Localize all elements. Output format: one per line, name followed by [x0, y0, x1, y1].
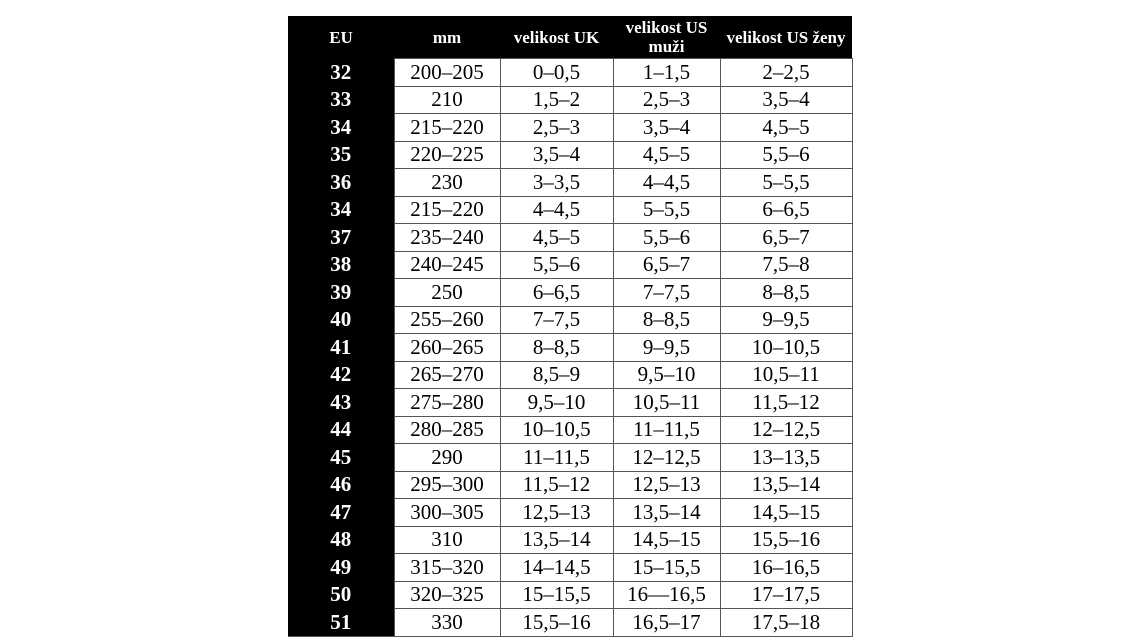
cell-us-men: 12,5–13: [613, 471, 720, 499]
cell-mm: 255–260: [394, 306, 500, 334]
cell-uk: 11–11,5: [500, 444, 613, 472]
cell-eu: 38: [288, 251, 394, 279]
cell-us-men: 5,5–6: [613, 224, 720, 252]
cell-uk: 1,5–2: [500, 86, 613, 114]
cell-us-women: 13–13,5: [720, 444, 852, 472]
cell-uk: 10–10,5: [500, 416, 613, 444]
cell-mm: 235–240: [394, 224, 500, 252]
cell-us-women: 3,5–4: [720, 86, 852, 114]
cell-eu: 34: [288, 114, 394, 142]
cell-us-women: 12–12,5: [720, 416, 852, 444]
cell-mm: 210: [394, 86, 500, 114]
header-us-women: velikost US ženy: [720, 16, 852, 59]
cell-eu: 41: [288, 334, 394, 362]
header-us-men: velikost US muži: [613, 16, 720, 59]
cell-us-men: 15–15,5: [613, 554, 720, 582]
header-eu: EU: [288, 16, 394, 59]
cell-uk: 3,5–4: [500, 141, 613, 169]
table-row: [288, 196, 852, 224]
table-row: [288, 471, 852, 499]
cell-us-women: 9–9,5: [720, 306, 852, 334]
cell-us-men: 1–1,5: [613, 59, 720, 87]
table-row: [288, 169, 852, 197]
table-header-row: [288, 16, 852, 59]
cell-us-men: 5–5,5: [613, 196, 720, 224]
cell-us-women: 6,5–7: [720, 224, 852, 252]
cell-us-women: 14,5–15: [720, 499, 852, 527]
cell-us-men: 9–9,5: [613, 334, 720, 362]
cell-uk: 9,5–10: [500, 389, 613, 417]
cell-us-women: 5,5–6: [720, 141, 852, 169]
cell-us-women: 4,5–5: [720, 114, 852, 142]
cell-us-men: 7–7,5: [613, 279, 720, 307]
cell-us-men: 9,5–10: [613, 361, 720, 389]
cell-eu: 47: [288, 499, 394, 527]
cell-us-men: 14,5–15: [613, 526, 720, 554]
cell-mm: 220–225: [394, 141, 500, 169]
cell-eu: 46: [288, 471, 394, 499]
cell-us-men: 16—16,5: [613, 581, 720, 609]
cell-uk: 2,5–3: [500, 114, 613, 142]
cell-mm: 200–205: [394, 59, 500, 87]
table-row: [288, 114, 852, 142]
cell-mm: 260–265: [394, 334, 500, 362]
cell-us-men: 3,5–4: [613, 114, 720, 142]
cell-eu: 39: [288, 279, 394, 307]
table-row: [288, 361, 852, 389]
cell-mm: 300–305: [394, 499, 500, 527]
cell-uk: 5,5–6: [500, 251, 613, 279]
cell-uk: 15,5–16: [500, 609, 613, 637]
cell-eu: 36: [288, 169, 394, 197]
cell-uk: 4,5–5: [500, 224, 613, 252]
cell-us-men: 8–8,5: [613, 306, 720, 334]
cell-eu: 37: [288, 224, 394, 252]
cell-eu: 45: [288, 444, 394, 472]
table-row: [288, 554, 852, 582]
cell-eu: 33: [288, 86, 394, 114]
table-row: [288, 306, 852, 334]
cell-uk: 6–6,5: [500, 279, 613, 307]
cell-us-women: 8–8,5: [720, 279, 852, 307]
cell-eu: 49: [288, 554, 394, 582]
cell-eu: 40: [288, 306, 394, 334]
cell-mm: 215–220: [394, 196, 500, 224]
cell-uk: 11,5–12: [500, 471, 613, 499]
cell-us-women: 11,5–12: [720, 389, 852, 417]
cell-uk: 4–4,5: [500, 196, 613, 224]
cell-us-men: 13,5–14: [613, 499, 720, 527]
cell-us-men: 10,5–11: [613, 389, 720, 417]
cell-uk: 3–3,5: [500, 169, 613, 197]
cell-uk: 13,5–14: [500, 526, 613, 554]
cell-eu: 44: [288, 416, 394, 444]
table-row: [288, 334, 852, 362]
header-mm: mm: [394, 16, 500, 59]
table-row: [288, 499, 852, 527]
cell-mm: 290: [394, 444, 500, 472]
cell-eu: 35: [288, 141, 394, 169]
cell-uk: 8,5–9: [500, 361, 613, 389]
cell-us-men: 4,5–5: [613, 141, 720, 169]
table-row: [288, 609, 852, 637]
table-row: [288, 141, 852, 169]
table-row: [288, 279, 852, 307]
cell-uk: 0–0,5: [500, 59, 613, 87]
cell-mm: 280–285: [394, 416, 500, 444]
cell-us-men: 12–12,5: [613, 444, 720, 472]
cell-mm: 330: [394, 609, 500, 637]
table-row: [288, 581, 852, 609]
cell-eu: 43: [288, 389, 394, 417]
cell-us-women: 7,5–8: [720, 251, 852, 279]
cell-uk: 12,5–13: [500, 499, 613, 527]
table-row: [288, 59, 852, 87]
table-row: [288, 526, 852, 554]
cell-mm: 295–300: [394, 471, 500, 499]
cell-mm: 320–325: [394, 581, 500, 609]
cell-us-men: 2,5–3: [613, 86, 720, 114]
cell-uk: 8–8,5: [500, 334, 613, 362]
header-uk: velikost UK: [500, 16, 613, 59]
cell-uk: 15–15,5: [500, 581, 613, 609]
cell-us-women: 5–5,5: [720, 169, 852, 197]
cell-eu: 34: [288, 196, 394, 224]
cell-eu: 42: [288, 361, 394, 389]
cell-us-women: 13,5–14: [720, 471, 852, 499]
cell-us-women: 10–10,5: [720, 334, 852, 362]
cell-uk: 14–14,5: [500, 554, 613, 582]
table-row: [288, 389, 852, 417]
cell-us-women: 6–6,5: [720, 196, 852, 224]
cell-uk: 7–7,5: [500, 306, 613, 334]
cell-us-women: 2–2,5: [720, 59, 852, 87]
cell-mm: 250: [394, 279, 500, 307]
cell-mm: 215–220: [394, 114, 500, 142]
cell-eu: 48: [288, 526, 394, 554]
table-row: [288, 444, 852, 472]
cell-mm: 230: [394, 169, 500, 197]
cell-mm: 240–245: [394, 251, 500, 279]
cell-us-men: 11–11,5: [613, 416, 720, 444]
table-row: [288, 416, 852, 444]
cell-us-men: 4–4,5: [613, 169, 720, 197]
cell-eu: 50: [288, 581, 394, 609]
cell-us-men: 6,5–7: [613, 251, 720, 279]
cell-us-women: 17,5–18: [720, 609, 852, 637]
size-conversion-table: [288, 16, 853, 637]
cell-us-women: 17–17,5: [720, 581, 852, 609]
cell-us-women: 15,5–16: [720, 526, 852, 554]
table-row: [288, 251, 852, 279]
cell-us-men: 16,5–17: [613, 609, 720, 637]
cell-us-women: 10,5–11: [720, 361, 852, 389]
cell-mm: 310: [394, 526, 500, 554]
table-row: [288, 86, 852, 114]
cell-eu: 51: [288, 609, 394, 637]
cell-mm: 275–280: [394, 389, 500, 417]
cell-us-women: 16–16,5: [720, 554, 852, 582]
cell-eu: 32: [288, 59, 394, 87]
cell-mm: 315–320: [394, 554, 500, 582]
cell-mm: 265–270: [394, 361, 500, 389]
table-row: [288, 224, 852, 252]
table-body: [288, 59, 852, 637]
